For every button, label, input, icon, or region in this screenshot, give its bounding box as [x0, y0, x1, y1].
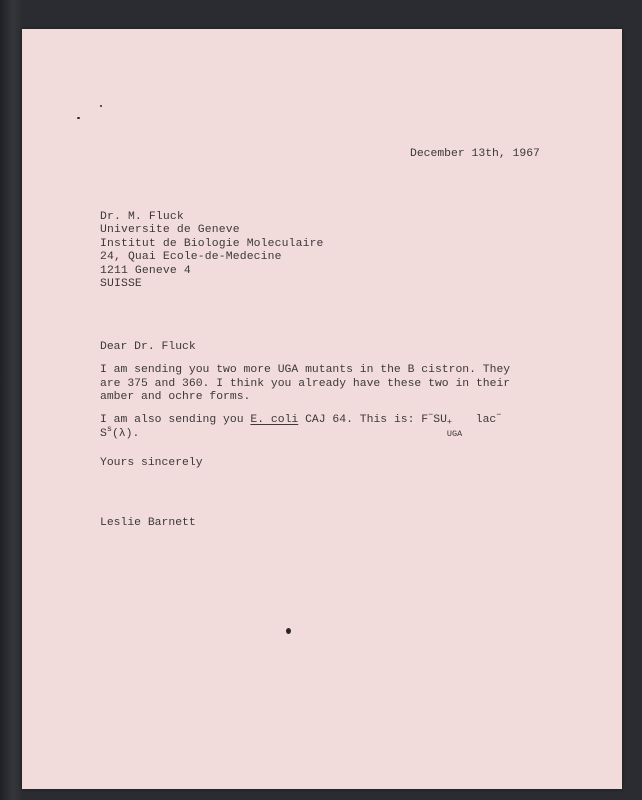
genotype-su-sub: UGA: [446, 429, 463, 439]
genotype-lac-sup: −: [496, 410, 502, 421]
text-span: CAJ 64. This is:: [298, 414, 422, 426]
address-line: Institut de Biologie Moleculaire: [100, 237, 324, 250]
address-line: 1211 Geneve 4: [100, 264, 191, 277]
text-span: I am also sending you: [100, 414, 251, 426]
paragraph-line: amber and ochre forms.: [100, 391, 251, 404]
recipient-address: [100, 211, 600, 291]
paragraph-1: [100, 364, 570, 405]
ink-speck: [100, 105, 102, 107]
genotype-s-sup: s: [106, 423, 112, 434]
paragraph-2: [100, 410, 570, 441]
address-line: Universite de Geneve: [100, 224, 240, 237]
folder-edge: [0, 0, 22, 800]
genotype-su-sup: +: [446, 417, 453, 427]
address-line: 24, Quai Ecole-de-Medecine: [100, 251, 282, 264]
genotype-f: F: [421, 414, 429, 426]
genotype-lac: lac: [468, 414, 497, 426]
signature-name: Leslie Barnett: [100, 517, 196, 529]
address-line: Dr. M. Fluck: [100, 211, 184, 223]
ink-blot: [286, 628, 291, 634]
closing: Yours sincerely: [100, 457, 203, 469]
paragraph-line: are 375 and 360. I think you already have these two in their: [100, 377, 511, 390]
paragraph-line: [100, 410, 570, 439]
salutation: Dear Dr. Fluck: [100, 341, 196, 353]
paragraph-line: I am sending you two more UGA mutants in the B cistron. They: [100, 364, 511, 376]
letter-page: [22, 29, 622, 789]
ink-speck: [77, 117, 80, 119]
letter-date: December 13th, 1967: [410, 148, 540, 160]
genotype-s: S: [100, 427, 107, 440]
genotype-f-sup: −: [428, 410, 434, 421]
genotype-su: SU: [433, 414, 447, 426]
genotype-lambda: (λ).: [111, 427, 140, 440]
address-line: SUISSE: [100, 278, 142, 291]
organism-name: E. coli: [250, 414, 299, 426]
paragraph-line: [100, 423, 570, 442]
